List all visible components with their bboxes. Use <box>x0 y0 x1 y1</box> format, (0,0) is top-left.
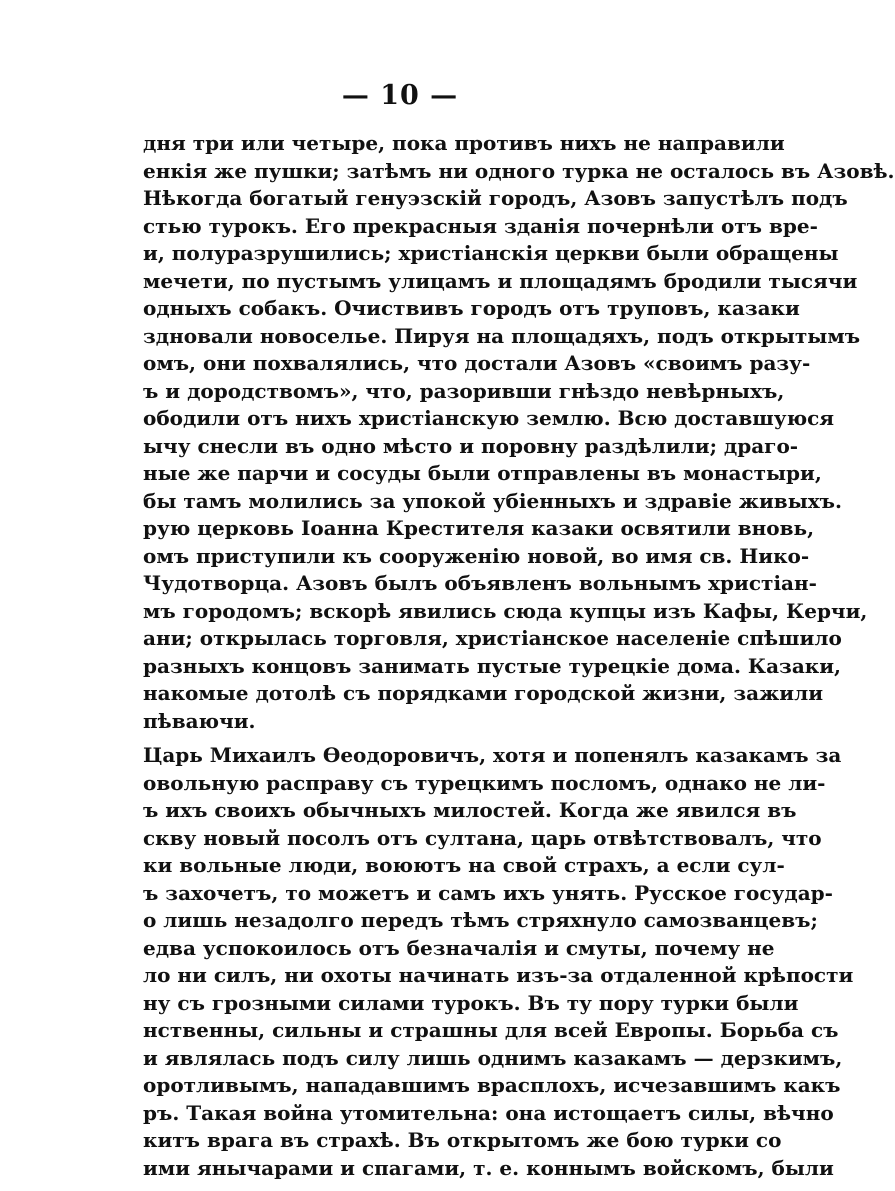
text-line: енкія же пушки; затѣмъ ни одного турка не осталось въ Азовѣ. <box>143 158 895 183</box>
text-line: и являлась подъ силу лишь однимъ казакамъ — дерзкимъ, <box>143 1045 843 1070</box>
text-line: ъ захочетъ, то можетъ и самъ ихъ унять. Русское государ- <box>143 880 833 905</box>
text-line: Царь Михаилъ Ѳеодоровичъ, хотя и попенялъ казакамъ за <box>143 743 842 767</box>
text-line: омъ, они похвалялись, что достали Азовъ «своимъ разу- <box>143 351 811 375</box>
text-line: дня три или четыре, пока противъ нихъ не направили <box>143 131 785 155</box>
text-line: Чудотворца. Азовъ былъ объявленъ вольнымъ христіан- <box>143 571 817 595</box>
paragraph-gap <box>143 735 723 742</box>
paragraph-2 <box>143 742 854 1182</box>
paragraph-1 <box>143 130 895 735</box>
text-line: о лишь незадолго передъ тѣмъ стряхнуло самозванцевъ; <box>143 908 818 932</box>
text-line: оротливымъ, нападавшимъ врасплохъ, исчезавшимъ какъ <box>143 1073 841 1097</box>
text-line: ободили отъ нихъ христіанскую землю. Всю доставшуюся <box>143 406 835 430</box>
text-line: бы тамъ молились за упокой убіенныхъ и здравіе живыхъ. <box>143 488 842 513</box>
text-line: китъ врага въ страхѣ. Въ открытомъ же бою турки со <box>143 1128 782 1152</box>
text-line: пѣваючи. <box>143 708 256 733</box>
text-line: стью турокъ. Его прекрасныя зданія почернѣли отъ вре- <box>143 213 818 238</box>
text-line: скву новый посолъ отъ султана, царь отвѣтствовалъ, что <box>143 825 822 850</box>
text-line: рую церковь Іоанна Крестителя казаки освятили вновь, <box>143 516 815 540</box>
text-line: ръ. Такая война утомительна: она истощаетъ силы, вѣчно <box>143 1100 834 1125</box>
text-line: накомые дотолѣ съ порядками городской жизни, зажили <box>143 681 824 705</box>
text-line: ими янычарами и спагами, т. е. коннымъ войскомъ, были <box>143 1155 834 1180</box>
text-line: ычу снесли въ одно мѣсто и поровну раздѣлили; драго- <box>143 433 799 458</box>
text-line: здновали новоселье. Пируя на площадяхъ, подъ открытымъ <box>143 323 861 348</box>
text-line: ные же парчи и сосуды были отправлены въ монастыри, <box>143 461 822 485</box>
text-line: ъ и дородствомъ», что, разоривши гнѣздо невѣрныхъ, <box>143 378 785 403</box>
text-line: разныхъ концовъ занимать пустые турецкіе дома. Казаки, <box>143 653 842 678</box>
text-line: мъ городомъ; вскорѣ явились сюда купцы изъ Кафы, Керчи, <box>143 598 868 623</box>
text-line: ну съ грозными силами турокъ. Въ ту пору турки были <box>143 990 799 1015</box>
body-text <box>143 130 895 1182</box>
page-number: — 10 — <box>341 80 459 111</box>
text-line: ъ ихъ своихъ обычныхъ милостей. Когда же явился въ <box>143 798 797 822</box>
text-line: и, полуразрушились; христіанскія церкви были обращены <box>143 241 839 265</box>
text-line: Нѣкогда богатый генуэзскій городъ, Азовъ запустѣлъ подъ <box>143 186 848 210</box>
text-line: мечети, по пустымъ улицамъ и площадямъ бродили тысячи <box>143 268 858 293</box>
text-line: одныхъ собакъ. Очиствивъ городъ отъ трупoвъ, казаки <box>143 296 800 320</box>
text-line: нственны, сильны и страшны для всей Европы. Борьба съ <box>143 1018 839 1042</box>
text-line: едва успокоилось отъ безначалія и смуты, почему не <box>143 935 775 960</box>
text-line: ани; открылась торговля, христіанское населеніе спѣшило <box>143 626 842 650</box>
text-line: овольную расправу съ турецкимъ посломъ, однако не ли- <box>143 770 826 795</box>
text-line: омъ приступили къ сооруженію новой, во имя св. Нико- <box>143 543 810 568</box>
text-line: ло ни силъ, ни охоты начинать изъ-за отдаленной крѣпости <box>143 963 854 987</box>
text-line: ки вольные люди, воюютъ на свой страхъ, а если сул- <box>143 853 785 877</box>
